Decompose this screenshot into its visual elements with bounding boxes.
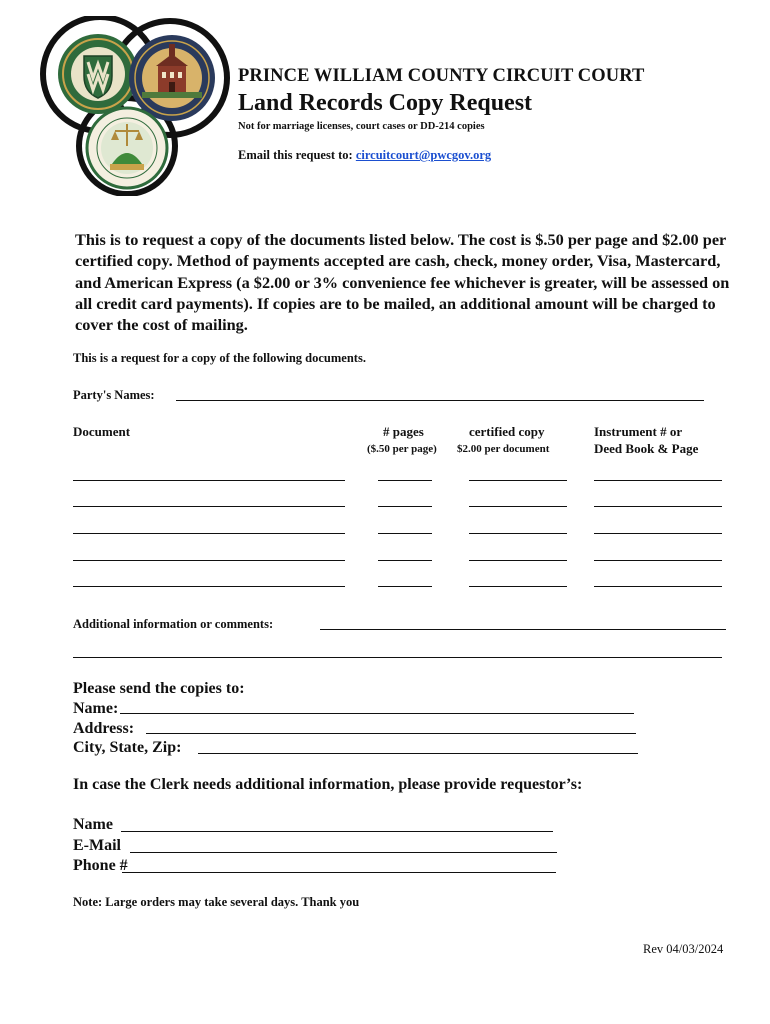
- document-field[interactable]: [73, 533, 345, 534]
- seal-prince-william-icon: [87, 108, 167, 188]
- send-city-label: City, State, Zip:: [73, 739, 182, 757]
- email-label: Email this request to:: [238, 148, 353, 162]
- revision-date: Rev 04/03/2024: [643, 942, 724, 956]
- seal-courthouse-icon: [129, 35, 215, 121]
- additional-info-label: Additional information or comments:: [73, 617, 274, 631]
- requestor-email-label: E-Mail: [73, 836, 121, 854]
- document-field[interactable]: [73, 586, 345, 587]
- send-heading: Please send the copies to:: [73, 680, 245, 697]
- requestor-name-label: Name: [73, 816, 113, 833]
- send-name-field[interactable]: [120, 713, 634, 714]
- certified-field[interactable]: [469, 560, 567, 561]
- document-field[interactable]: [73, 480, 345, 481]
- instrument-field[interactable]: [594, 506, 722, 507]
- document-field[interactable]: [73, 560, 345, 561]
- instrument-field[interactable]: [594, 480, 722, 481]
- requestor-phone-field[interactable]: [122, 872, 556, 873]
- court-name: PRINCE WILLIAM COUNTY CIRCUIT COURT: [238, 66, 645, 86]
- pages-field[interactable]: [378, 586, 432, 587]
- requestor-phone-label: Phone #: [73, 857, 128, 874]
- document-field[interactable]: [73, 506, 345, 507]
- send-city-field[interactable]: [198, 753, 638, 754]
- requestor-heading: In case the Clerk needs additional information, please provide requestor’s:: [73, 776, 583, 793]
- county-seals: [30, 16, 230, 196]
- col-instrument-2: Deed Book & Page: [594, 441, 699, 456]
- form-title: Land Records Copy Request: [238, 90, 533, 116]
- send-section: [73, 679, 245, 758]
- instrument-field[interactable]: [594, 586, 722, 587]
- party-names-label: Party's Names:: [73, 388, 155, 402]
- col-pages-sub: ($.50 per page): [367, 443, 437, 455]
- party-names-field[interactable]: [176, 400, 704, 401]
- col-instrument-1: Instrument # or: [594, 424, 683, 439]
- pages-field[interactable]: [378, 533, 432, 534]
- pages-field[interactable]: [378, 480, 432, 481]
- col-document: Document: [73, 424, 131, 439]
- certified-field[interactable]: [469, 480, 567, 481]
- pages-field[interactable]: [378, 506, 432, 507]
- col-pages: # pages: [383, 424, 424, 439]
- certified-field[interactable]: [469, 506, 567, 507]
- instrument-field[interactable]: [594, 533, 722, 534]
- request-line: This is a request for a copy of the following documents.: [73, 351, 366, 365]
- pages-field[interactable]: [378, 560, 432, 561]
- col-certified: certified copy: [469, 424, 545, 439]
- send-name-label: Name:: [73, 699, 119, 717]
- email-line: [238, 148, 491, 163]
- seal-shield-icon: [58, 34, 138, 114]
- send-address-label: Address:: [73, 719, 135, 737]
- requestor-email-field[interactable]: [130, 852, 557, 853]
- certified-field[interactable]: [469, 533, 567, 534]
- requestor-name-field[interactable]: [121, 831, 553, 832]
- email-link[interactable]: circuitcourt@pwcgov.org: [355, 148, 492, 162]
- instrument-field[interactable]: [594, 560, 722, 561]
- additional-info-field[interactable]: [320, 629, 726, 630]
- certified-field[interactable]: [469, 586, 567, 587]
- requestor-section: [73, 815, 128, 877]
- exclusion-note: Not for marriage licenses, court cases or DD-214 copies: [238, 121, 485, 132]
- footer-note: Note: Large orders may take several days. Thank you: [73, 895, 360, 909]
- send-address-field[interactable]: [146, 733, 636, 734]
- intro-paragraph: This is to request a copy of the documents listed below. The cost is $.50 per page and $2.00 per certified copy. Method of payments accepted are cash, check, money order, Visa, Mastercard, and American Express (a $2.00 or 3% convenience fee whichever is greater, will be assessed on all credit card payments). If copies are to be mailed, an additional amount will be charged to cover the cost of mailing.: [75, 230, 730, 335]
- col-certified-sub: $2.00 per document: [457, 443, 550, 455]
- additional-info-field-2[interactable]: [73, 657, 722, 658]
